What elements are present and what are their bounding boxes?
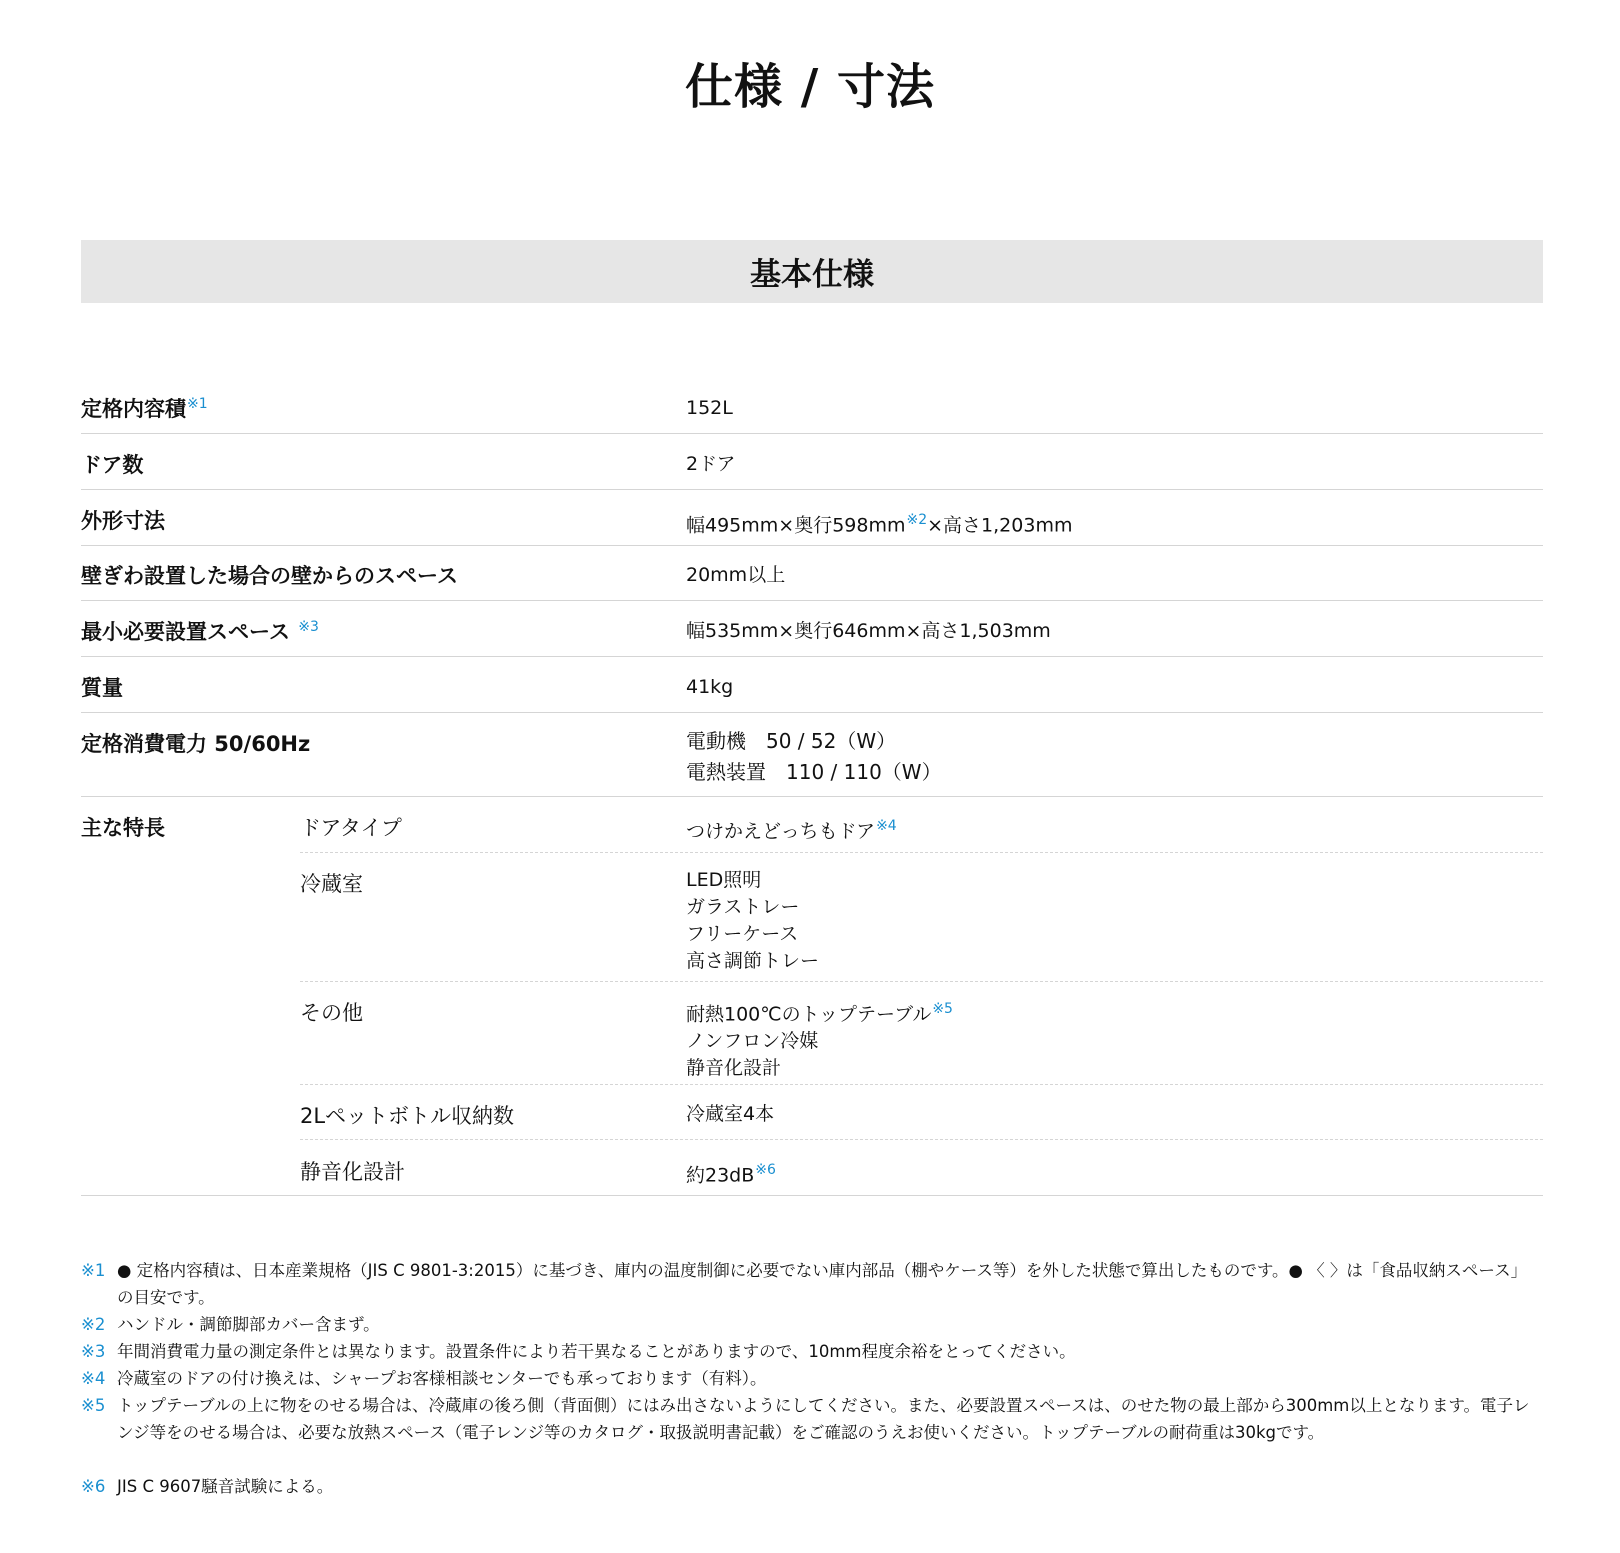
footnote <box>81 1392 1543 1473</box>
footnote-mark: ※3 <box>81 1342 106 1361</box>
spec-label-dimensions: 外形寸法 <box>81 509 165 533</box>
dashed-divider <box>300 1139 1543 1140</box>
footnote-text: ● 定格内容積は、日本産業規格（JIS C 9801-3:2015）に基づき、庫内の温度制御に必要でない庫内部品（棚やケース等）を外した状態で算出したものです。● 〈 〉は「食品収納スペース」の目安です。 <box>117 1261 1528 1307</box>
spec-value-weight: 41kg <box>686 676 734 698</box>
footnote-ref[interactable]: ※1 <box>187 396 208 412</box>
spec-value-power: 電動機 50 / 52（W） 電熱装置 110 / 110（W） <box>686 729 942 784</box>
feature-label-quiet: 静音化設計 <box>300 1160 405 1184</box>
footnote-text: 冷蔵室のドアの付け換えは、シャープお客様相談センターでも承っております（有料）。 <box>117 1369 767 1388</box>
divider <box>81 1195 1543 1196</box>
footnote-ref[interactable]: ※5 <box>932 1001 953 1017</box>
footnote-text: JIS C 9607騒音試験による。 <box>117 1477 334 1496</box>
spec-label-doors: ドア数 <box>81 453 144 477</box>
footnote <box>81 1365 1543 1392</box>
spec-label-capacity: 定格内容積$^{※1}$ <box>81 396 208 421</box>
feature-value-fridge: LED照明 ガラストレー フリーケース 高さ調節トレー <box>686 869 820 972</box>
feature-label-fridge: 冷蔵室 <box>300 872 363 896</box>
dashed-divider <box>300 1084 1543 1085</box>
footnote <box>81 1257 1543 1311</box>
footnote-text: トップテーブルの上に物をのせる場合は、冷蔵庫の後ろ側（背面側）にはみ出さないようにしてください。また、必要設置スペースは、のせた物の最上部から300mm以上となります。電子レンジ等をのせる場合は、必要な放熱スペース（電子レンジ等のカタログ・取扱説明書記載）をご確認のうえお使いください。トップテーブルの耐荷重は30kgです。 <box>117 1396 1530 1442</box>
feature-value-bottles: 冷蔵室4本 <box>686 1103 775 1125</box>
footnote-mark: ※6 <box>81 1477 106 1496</box>
divider <box>81 600 1543 601</box>
section-title: 基本仕様 <box>750 257 874 293</box>
footnote-mark: ※2 <box>81 1315 106 1334</box>
footnote-ref[interactable]: ※3 <box>298 619 319 635</box>
feature-label-bottles: 2Lペットボトル収納数 <box>300 1104 515 1128</box>
page-title: 仕様 / 寸法 <box>685 59 935 115</box>
spec-label-power: 定格消費電力 50/60Hz <box>81 732 311 756</box>
features-label: 主な特長 <box>81 816 165 840</box>
footnote-mark: ※1 <box>81 1261 106 1280</box>
footnote-ref[interactable]: ※4 <box>876 818 897 834</box>
feature-label-other: その他 <box>300 1001 363 1025</box>
footnote-mark: ※5 <box>81 1396 106 1415</box>
feature-value-door-type: つけかえどっちもドア$^{※4}$ <box>686 818 897 843</box>
footnote <box>81 1338 1543 1365</box>
footnote-mark: ※4 <box>81 1369 106 1388</box>
footnote-text: ハンドル・調節脚部カバー含まず。 <box>117 1315 380 1334</box>
feature-value-other: 耐熱100℃のトップテーブル$^{※5}$ ノンフロン冷媒 静音化設計 <box>686 1001 953 1080</box>
divider <box>81 656 1543 657</box>
spec-value-min-space: 幅535mm×奥行646mm×高さ1,503mm <box>686 620 1051 642</box>
divider <box>81 796 1543 797</box>
spec-label-min-space: 最小必要設置スペース $^{※3}$ <box>81 619 319 644</box>
feature-value-quiet: 約$23dB^{※6}$ <box>686 1162 776 1187</box>
spec-value-wall-space: 20mm以上 <box>686 564 786 586</box>
divider <box>81 489 1543 490</box>
divider <box>81 433 1543 434</box>
spec-label-wall-space: 壁ぎわ設置した場合の壁からのスペース <box>81 564 458 588</box>
footnote-ref[interactable]: ※2 <box>906 512 928 528</box>
footnote-text: 年間消費電力量の測定条件とは異なります。設置条件により若干異なることがありますので、10mm程度余裕をとってください。 <box>117 1342 1076 1361</box>
feature-label-door-type: ドアタイプ <box>300 816 402 840</box>
dashed-divider <box>300 981 1543 982</box>
spec-value-doors: 2ドア <box>686 453 736 475</box>
spec-value-dimensions: 幅495mm×奥行$598mm^{※2}\times$高さ1,203mm <box>686 512 1073 537</box>
footnote <box>81 1311 1543 1338</box>
spec-label-weight: 質量 <box>81 676 123 700</box>
footnote-ref[interactable]: ※6 <box>755 1162 776 1178</box>
dashed-divider <box>300 852 1543 853</box>
section-header <box>81 240 1543 303</box>
divider <box>81 712 1543 713</box>
footnote <box>81 1473 1543 1500</box>
divider <box>81 545 1543 546</box>
spec-value-capacity: 152L <box>686 397 733 419</box>
